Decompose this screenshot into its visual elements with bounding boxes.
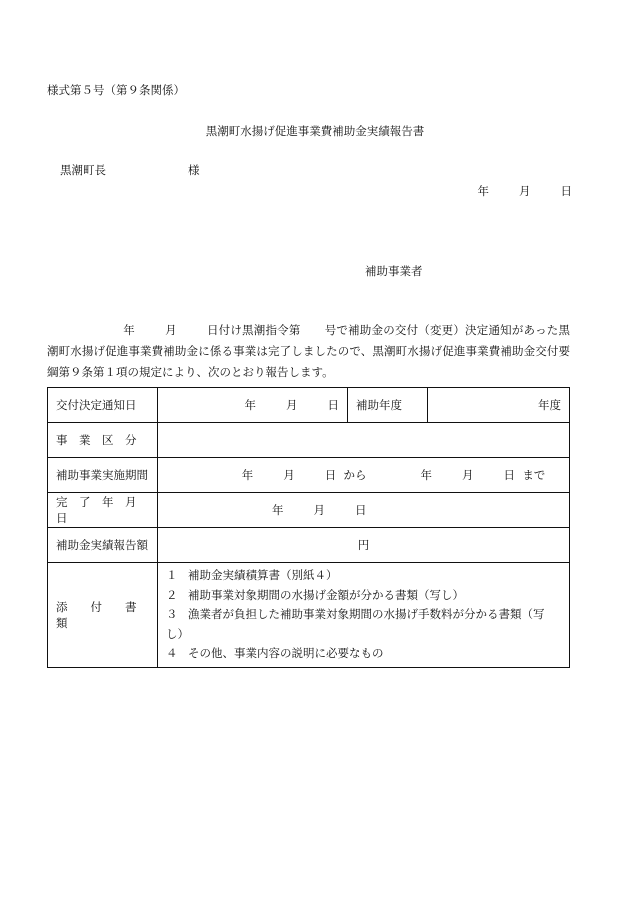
period-end-month: 月 bbox=[462, 468, 474, 482]
completion-date-field[interactable] bbox=[158, 493, 570, 528]
completion-month: 月 bbox=[313, 503, 325, 517]
attachment-item bbox=[166, 566, 561, 586]
attachment-number: ２ bbox=[166, 587, 178, 602]
addressee-name: 黒潮町長 bbox=[60, 163, 106, 177]
body-month: 月 bbox=[164, 323, 177, 337]
fiscal-year-unit: 年度 bbox=[538, 398, 561, 412]
period-end-day: 日 bbox=[503, 468, 515, 482]
decision-date-field[interactable] bbox=[158, 388, 348, 423]
table-row bbox=[48, 458, 570, 493]
body-paragraph bbox=[47, 320, 570, 383]
attachment-item bbox=[166, 644, 561, 664]
period-end-year: 年 bbox=[420, 468, 432, 482]
decision-date-month: 月 bbox=[286, 398, 298, 412]
attachment-text: その他、事業内容の説明に必要なもの bbox=[188, 646, 384, 660]
period-from: から bbox=[343, 468, 367, 482]
attachment-number: ３ bbox=[166, 607, 178, 621]
yen-unit: 円 bbox=[357, 538, 370, 552]
completion-year: 年 bbox=[272, 503, 284, 517]
implementation-period-field[interactable] bbox=[158, 458, 570, 493]
row-label-fiscal-year: 補助年度 bbox=[348, 388, 428, 423]
table-row bbox=[48, 493, 570, 528]
table-row bbox=[48, 528, 570, 563]
row-label-decision-date: 交付決定通知日 bbox=[48, 388, 158, 423]
date-month: 月 bbox=[519, 184, 531, 198]
period-until: まで bbox=[522, 468, 546, 482]
table-row bbox=[48, 388, 570, 423]
attachment-text: 補助事業対象期間の水揚げ金額が分かる書類（写し） bbox=[188, 587, 464, 602]
row-label-report-amount: 補助金実績報告額 bbox=[48, 528, 158, 563]
date-day: 日 bbox=[560, 184, 572, 198]
attachment-text: 補助金実績積算書（別紙４） bbox=[188, 568, 338, 582]
report-table bbox=[47, 387, 570, 668]
date-year: 年 bbox=[477, 184, 489, 198]
table-row bbox=[48, 563, 570, 668]
report-amount-field[interactable] bbox=[158, 528, 570, 563]
period-start-month: 月 bbox=[283, 468, 295, 482]
body-year: 年 bbox=[123, 323, 135, 337]
period-start-day: 日 bbox=[324, 468, 337, 482]
attachment-item bbox=[166, 605, 561, 644]
attachment-item bbox=[166, 586, 561, 606]
business-category-field[interactable] bbox=[158, 423, 570, 458]
fiscal-year-field[interactable] bbox=[428, 388, 570, 423]
attachments-list bbox=[158, 563, 570, 668]
row-label-completion-date: 完 了 年 月 日 bbox=[48, 493, 158, 528]
body-text-a: 日付け黒潮指令第 bbox=[206, 323, 301, 337]
addressee-honorific: 様 bbox=[188, 163, 200, 177]
completion-day: 日 bbox=[355, 503, 367, 517]
attachment-text: 漁業者が負担した補助事業対象期間の水揚げ手数料が分かる書類（写し） bbox=[166, 607, 545, 641]
row-label-business-category: 事 業 区 分 bbox=[48, 423, 158, 458]
applicant-label: 補助事業者 bbox=[365, 264, 423, 278]
row-label-implementation-period: 補助事業実施期間 bbox=[48, 458, 158, 493]
form-number: 様式第５号（第９条関係） bbox=[47, 83, 185, 97]
period-start-year: 年 bbox=[241, 468, 254, 482]
attachment-number: １ bbox=[166, 568, 178, 582]
document-title: 黒潮町水揚げ促進事業費補助金実績報告書 bbox=[205, 124, 425, 138]
decision-date-year: 年 bbox=[244, 398, 256, 412]
attachment-number: ４ bbox=[166, 646, 178, 660]
date-line bbox=[478, 183, 573, 199]
decision-date-day: 日 bbox=[327, 398, 339, 412]
table-row bbox=[48, 423, 570, 458]
body-text-b: 号で補助金の交付（変更）決定通知があった黒潮町水揚げ促進事業費補助金に係る事業は完了しましたので、黒潮町水揚げ促進事業費補助金交付要綱第９条第１項の規定により、次のとおり報告します。 bbox=[47, 323, 570, 379]
addressee bbox=[60, 162, 200, 178]
row-label-attachments: 添 付 書 類 bbox=[48, 563, 158, 668]
